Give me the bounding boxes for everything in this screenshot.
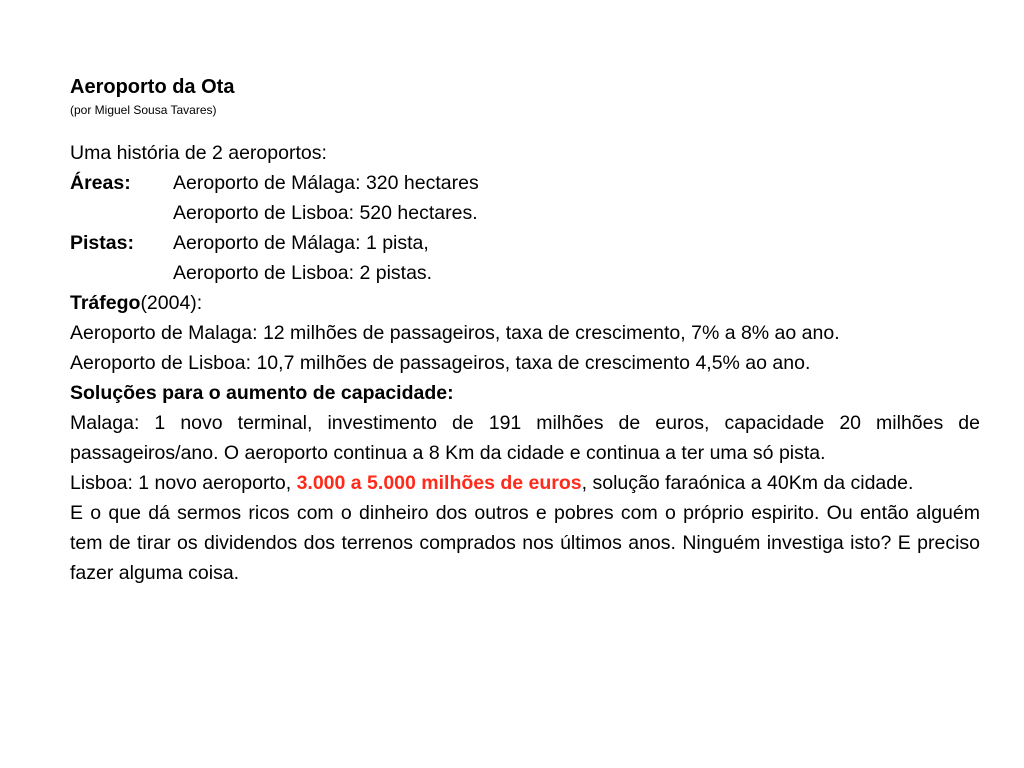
slide-content [70,74,980,588]
pistas-malaga: Aeroporto de Málaga: 1 pista, [173,232,429,254]
areas-malaga: Aeroporto de Málaga: 320 hectares [173,172,479,194]
trafego-malaga: Aeroporto de Malaga: 12 milhões de passageiros, taxa de crescimento, 7% a 8% ao ano. [70,322,840,344]
pistas-row-1 [70,228,980,258]
intro-line: Uma história de 2 aeroportos: [70,142,327,164]
pistas-row-2 [70,258,980,288]
lisboa-text-start: Lisboa: 1 novo aeroporto, [70,472,297,494]
areas-label: Áreas: [70,172,131,194]
solucoes-malaga-paragraph: Malaga: 1 novo terminal, investimento de 191 milhões de euros, capacidade 20 milhões de passageiros/ano. O aeroporto continua a 8 Km da cidade e continua a ter uma só pista. [70,412,980,464]
areas-row-2 [70,198,980,228]
trafego-heading [70,288,980,318]
page-title: Aeroporto da Ota [70,76,235,98]
closing-paragraph: E o que dá sermos ricos com o dinheiro dos outros e pobres com o próprio espirito. Ou então alguém tem de tirar os dividendos dos terrenos comprados nos últimos anos. Ninguém investiga isto? E preciso fazer alguma coisa. [70,502,980,584]
solucoes-heading [70,378,980,408]
pistas-label: Pistas: [70,232,134,254]
solucoes-lisboa-paragraph [70,468,980,498]
lisboa-text-end: , solução faraónica a 40Km da cidade. [581,472,914,494]
author-subtitle: (por Miguel Sousa Tavares) [70,103,217,117]
trafego-label: Tráfego [70,292,141,314]
trafego-year: (2004): [140,292,203,314]
solucoes-heading-text: Soluções para o aumento de capacidade: [70,382,454,404]
trafego-lisboa: Aeroporto de Lisboa: 10,7 milhões de passageiros, taxa de crescimento 4,5% ao ano. [70,352,811,374]
areas-lisboa: Aeroporto de Lisboa: 520 hectares. [173,202,478,224]
areas-row-1 [70,168,980,198]
pistas-lisboa: Aeroporto de Lisboa: 2 pistas. [173,262,433,284]
cost-highlight: 3.000 a 5.000 milhões de euros [296,472,582,494]
